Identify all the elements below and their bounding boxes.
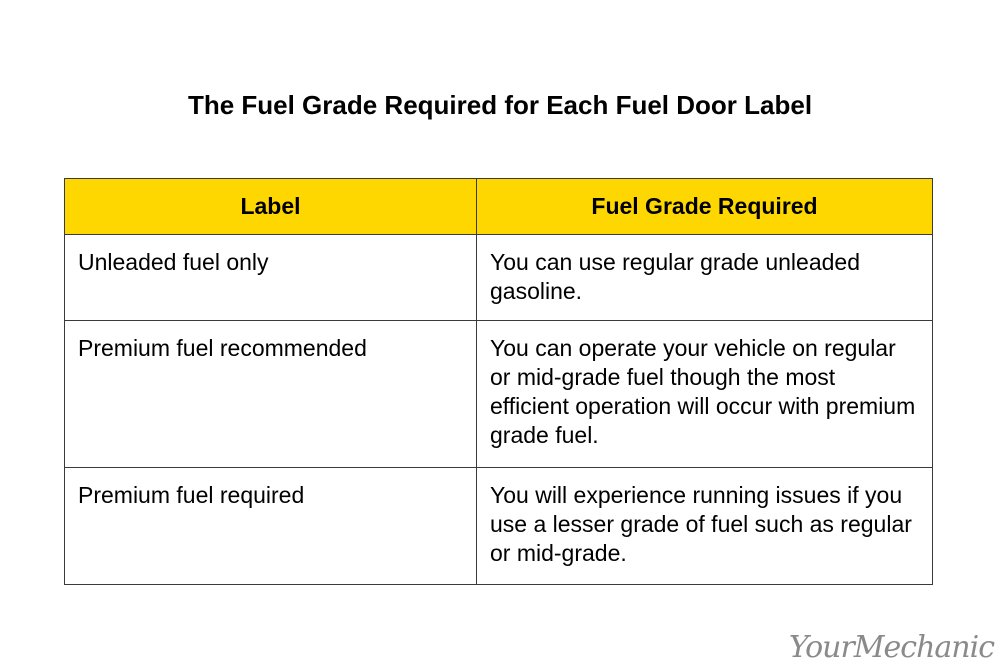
header-label: Label	[65, 179, 477, 235]
header-fuel-grade: Fuel Grade Required	[477, 179, 933, 235]
table-header-row	[65, 179, 933, 235]
yourmechanic-logo: YourMechanic	[788, 630, 994, 665]
row-grade: You can use regular grade unleaded gasoline.	[477, 235, 933, 321]
row-label: Premium fuel required	[65, 468, 477, 585]
row-label: Premium fuel recommended	[65, 321, 477, 468]
fuel-grade-table	[64, 178, 933, 585]
page-title: The Fuel Grade Required for Each Fuel Door Label	[187, 90, 813, 120]
row-label: Unleaded fuel only	[65, 235, 477, 321]
row-grade: You will experience running issues if you use a lesser grade of fuel such as regular or mid-grade.	[477, 468, 933, 585]
table-row	[65, 468, 933, 585]
table-row	[65, 235, 933, 321]
table-row	[65, 321, 933, 468]
row-grade: You can operate your vehicle on regular or mid-grade fuel though the most efficient operation will occur with premium grade fuel.	[477, 321, 933, 468]
